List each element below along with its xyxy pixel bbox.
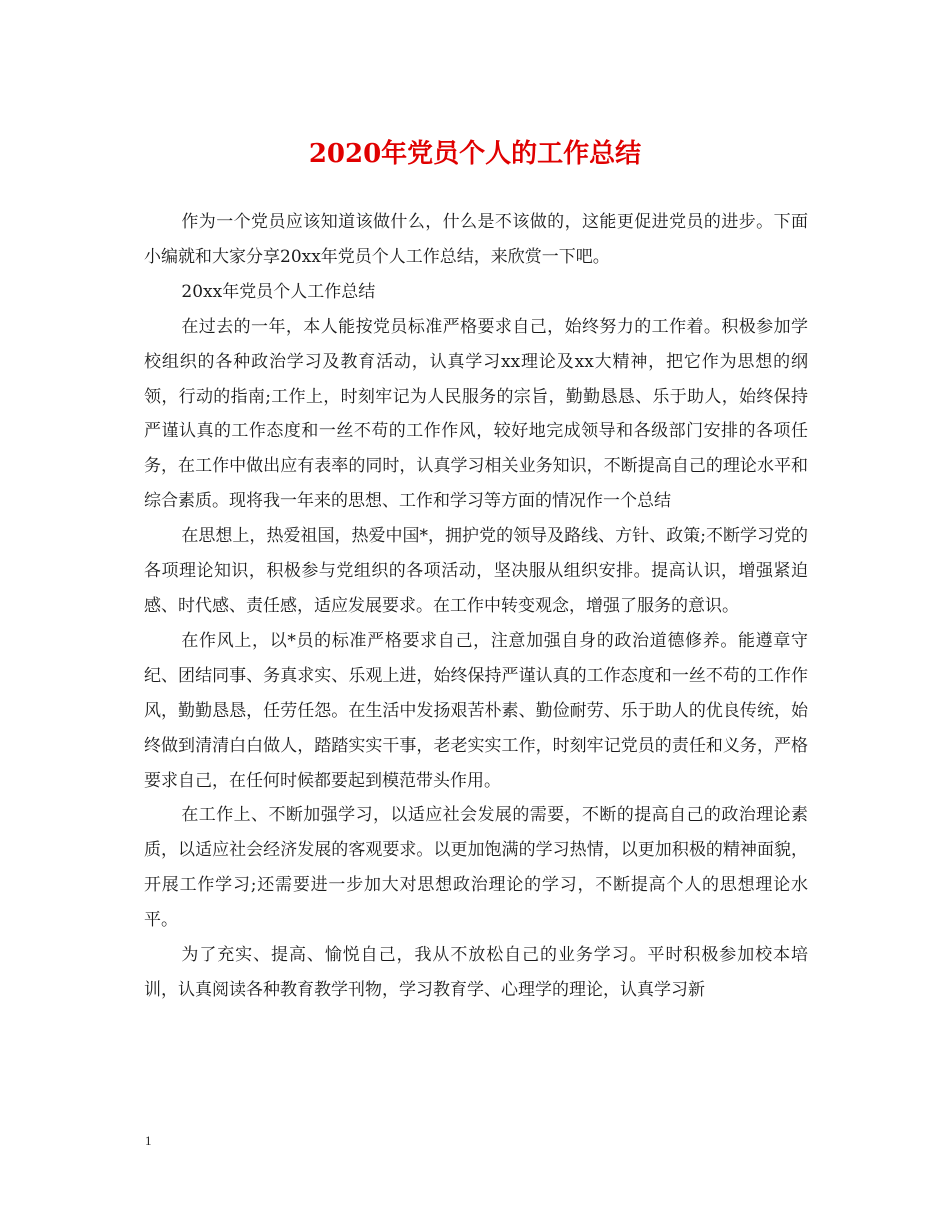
paragraph-overview: 在过去的一年，本人能按党员标准严格要求自己，始终努力的工作着。积极参加学校组织的各种政治学习及教育活动，认真学习xx理论及xx大精神，把它作为思想的纲领，行动的指南;工作上，时刻牢记为人民服务的宗旨，勤勤恳恳、乐于助人，始终保持严谨认真的工作态度和一丝不苟的工作作风，较好地完成领导和各级部门安排的各项任务，在工作中做出应有表率的同时，认真学习相关业务知识，不断提高自己的理论水平和综合素质。现将我一年来的思想、工作和学习等方面的情况作一个总结: [144, 316, 808, 512]
paragraph-style: 在作风上，以*员的标准严格要求自己，注意加强自身的政治道德修养。能遵章守纪、团结同事、务真求实、乐观上进，始终保持严谨认真的工作态度和一丝不苟的工作作风，勤勤恳恳，任劳任怨。在生活中发扬艰苦朴素、勤俭耐劳、乐于助人的优良传统，始终做到清清白白做人，踏踏实实干事，老老实实工作，时刻牢记党员的责任和义务，严格要求自己，在任何时候都要起到模范带头作用。: [144, 630, 808, 791]
page-number: 1: [145, 1133, 152, 1148]
paragraph-subtitle: 20xx年党员个人工作总结: [181, 281, 376, 302]
document-title: 2020年党员个人的工作总结: [308, 139, 642, 169]
paragraph-work: 在工作上、不断加强学习，以适应社会发展的需要，不断的提高自己的政治理论素质，以适应社会经济发展的客观要求。以更加饱满的学习热情，以更加积极的精神面貌，开展工作学习;还需要进一步加大对思想政治理论的学习，不断提高个人的思想理论水平。: [144, 805, 808, 931]
document-body: [144, 205, 808, 1008]
paragraph-intro: 作为一个党员应该知道该做什么，什么是不该做的，这能更促进党员的进步。下面小编就和大家分享20xx年党员个人工作总结，来欣赏一下吧。: [144, 212, 808, 267]
paragraph-thought: 在思想上，热爱祖国，热爱中国*，拥护党的领导及路线、方针、政策;不断学习党的各项理论知识，积极参与党组织的各项活动，坚决服从组织安排。提高认识，增强紧迫感、时代感、责任感，适应发展要求。在工作中转变观念，增强了服务的意识。: [144, 526, 808, 616]
paragraph-study: 为了充实、提高、愉悦自己，我从不放松自己的业务学习。平时积极参加校本培训，认真阅读各种教育教学刊物，学习教育学、心理学的理论，认真学习新: [144, 945, 808, 1000]
